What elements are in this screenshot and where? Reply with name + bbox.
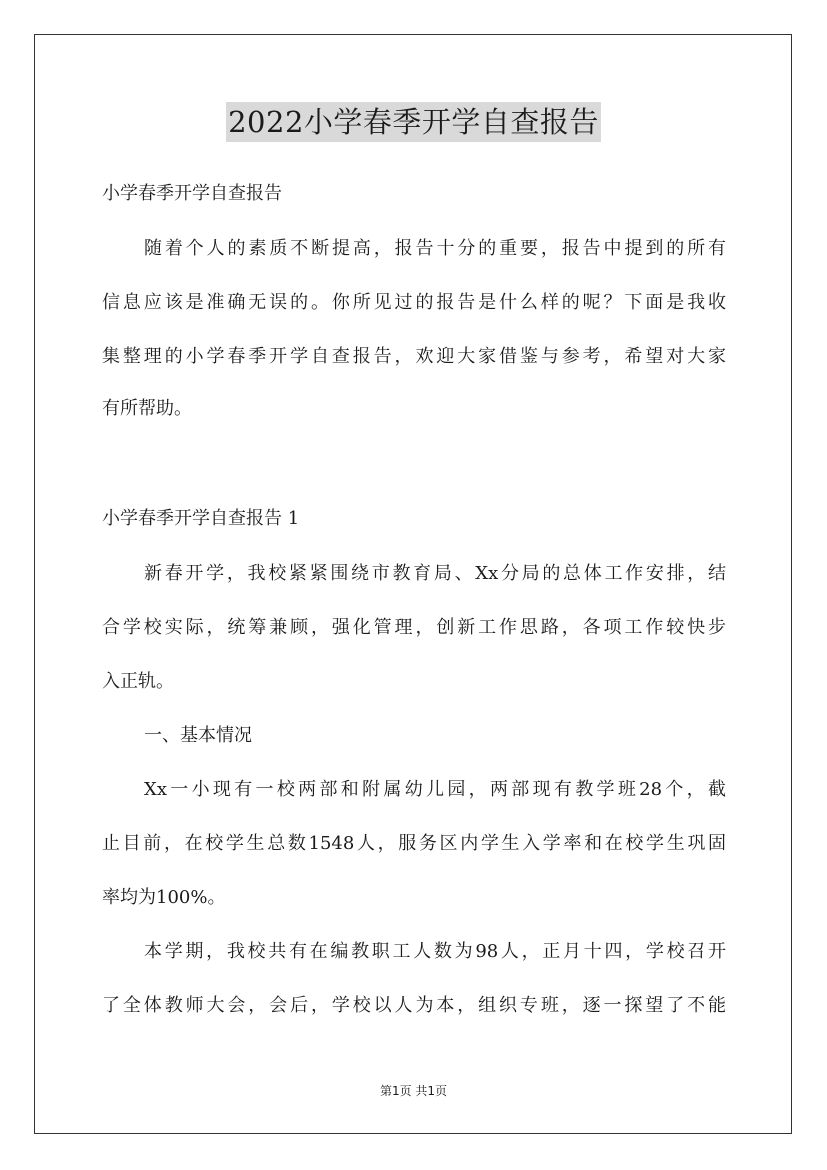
paragraph-line: 止目前，在校学生总数1548人，服务区内学生入学率和在校学生巩固 (102, 833, 726, 854)
subsection-heading: 一、基本情况 (144, 725, 252, 746)
document-title: 2022小学春季开学自查报告 (226, 102, 601, 142)
paragraph-line: 了全体教师大会，会后，学校以人为本，组织专班，逐一探望了不能 (102, 995, 726, 1016)
paragraph-line: 有所帮助。 (102, 398, 192, 419)
paragraph-line: 合学校实际，统筹兼顾，强化管理，创新工作思路，各项工作较快步 (102, 617, 726, 638)
section-heading: 小学春季开学自查报告 1 (102, 508, 300, 529)
paragraph-line: 入正轨。 (102, 671, 174, 692)
paragraph-line: 信息应该是准确无误的。你所见过的报告是什么样的呢？下面是我收 (102, 292, 726, 313)
document-title-container (0, 102, 827, 142)
paragraph-line: 随着个人的素质不断提高，报告十分的重要，报告中提到的所有 (144, 238, 726, 259)
page-footer: 第1页 共1页 (379, 1084, 448, 1098)
paragraph-line: Xx一小现有一校两部和附属幼儿园，两部现有教学班28个，截 (144, 779, 726, 800)
paragraph-line: 新春开学，我校紧紧围绕市教育局、Xx分局的总体工作安排，结 (144, 563, 726, 584)
paragraph-line: 集整理的小学春季开学自查报告，欢迎大家借鉴与参考，希望对大家 (102, 346, 726, 367)
paragraph-line: 本学期，我校共有在编教职工人数为98人，正月十四，学校召开 (144, 941, 726, 962)
subtitle-line: 小学春季开学自查报告 (102, 183, 282, 204)
paragraph-line: 率均为100%。 (102, 887, 226, 908)
